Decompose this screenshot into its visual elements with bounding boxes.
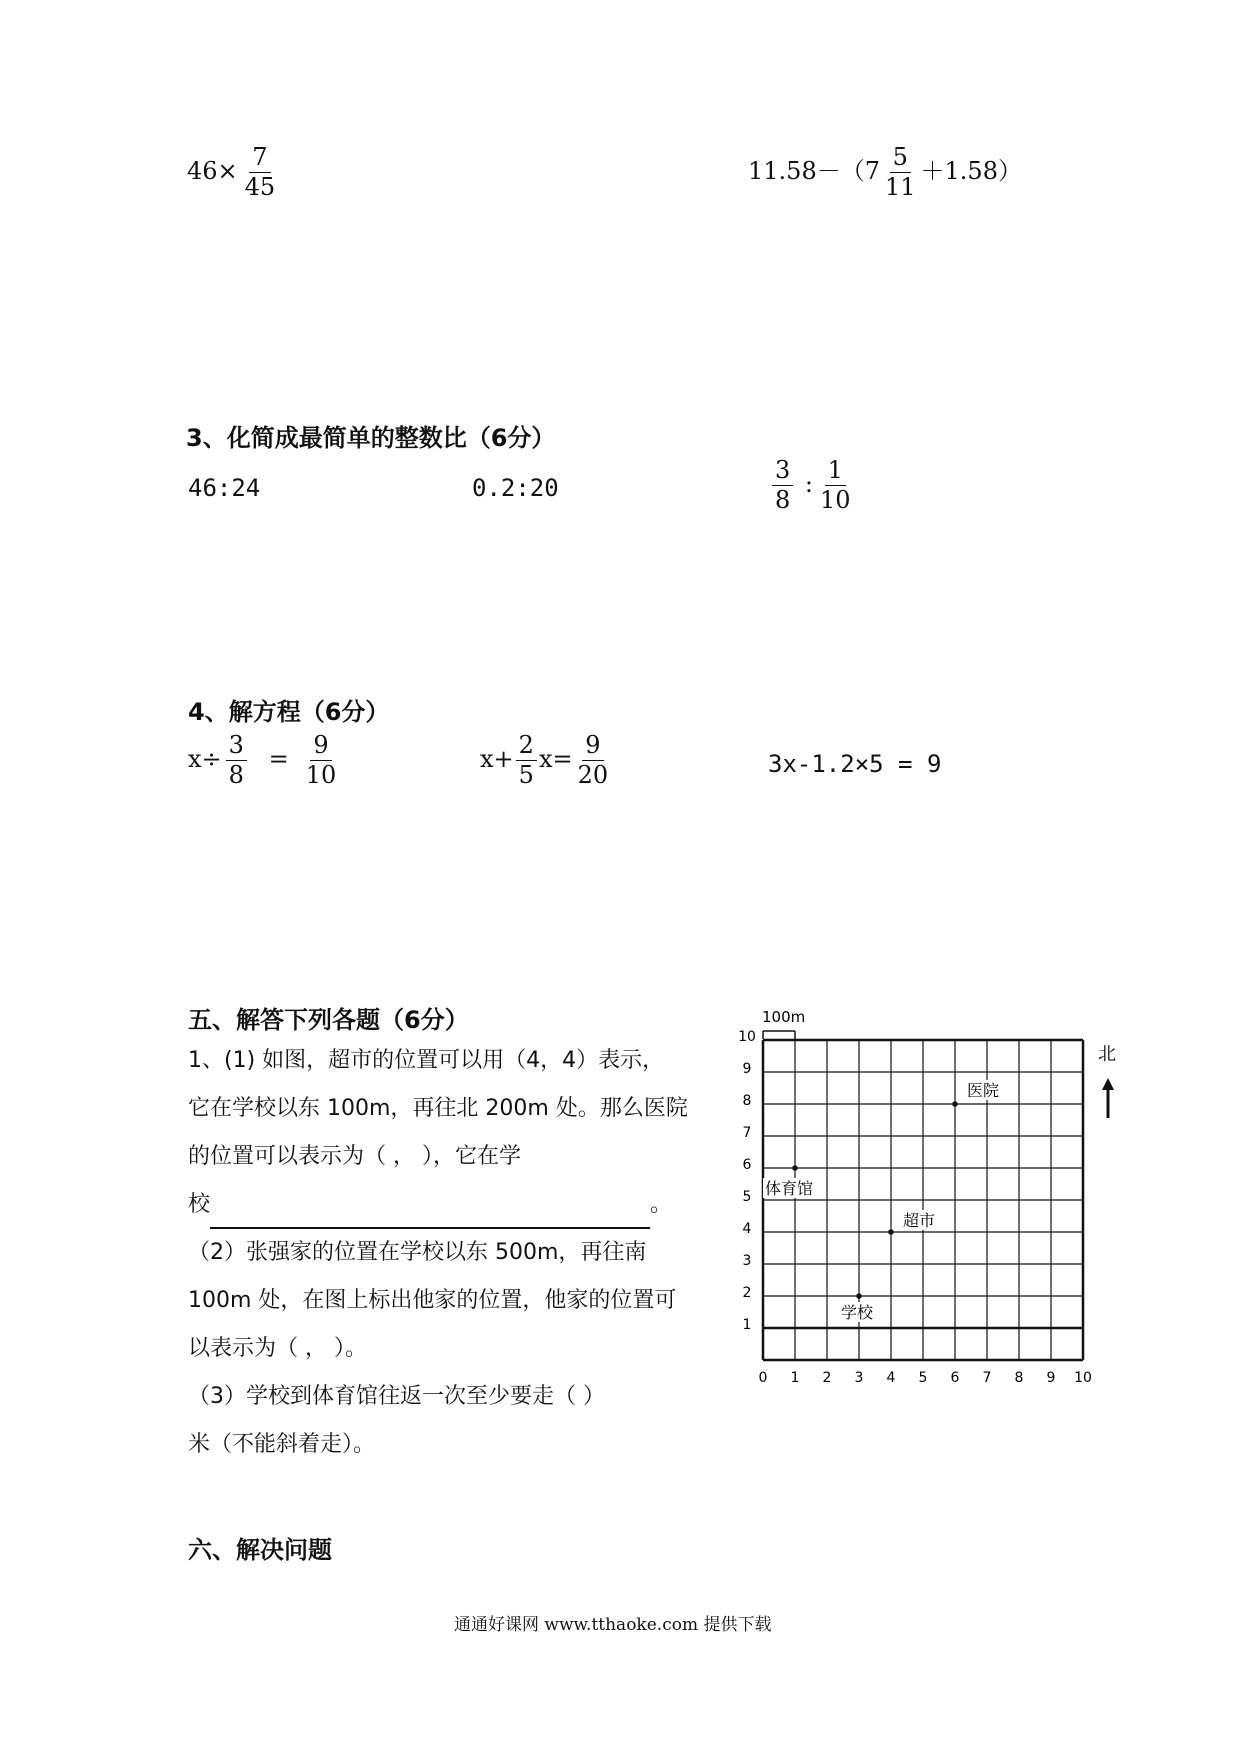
expression-text: 11.58－（7 xyxy=(748,157,880,186)
text-fragment: 。 xyxy=(650,1192,673,1217)
text-fragment: 校 xyxy=(188,1192,211,1217)
fraction xyxy=(817,458,854,513)
question-1-paragraph xyxy=(188,1037,688,1469)
equation-1 xyxy=(188,733,343,788)
fraction-denominator: 8 xyxy=(775,486,791,515)
fraction-numerator: 9 xyxy=(582,733,603,761)
fraction-denominator: 10 xyxy=(820,486,851,515)
scale-bar xyxy=(762,1008,805,1039)
y-tick-label: 3 xyxy=(742,1253,752,1269)
expression-text: ＋1.58） xyxy=(920,157,1022,186)
y-tick-label: 1 xyxy=(742,1317,752,1333)
ratio-colon: : xyxy=(804,470,814,499)
map-point-label: 超市 xyxy=(903,1211,936,1230)
text-line: 米（不能斜着走）。 xyxy=(188,1432,376,1457)
arrowhead-icon xyxy=(1102,1078,1114,1090)
fraction xyxy=(882,145,919,200)
section-6-heading: 六、解决问题 xyxy=(188,1536,332,1564)
scale-label: 100m xyxy=(762,1008,806,1026)
y-tick-label: 2 xyxy=(742,1285,752,1301)
y-tick-label: 5 xyxy=(742,1189,752,1205)
x-tick-label: 10 xyxy=(1074,1370,1092,1386)
text-line: 以表示为（ ， ）。 xyxy=(188,1336,367,1361)
y-tick-label: 7 xyxy=(742,1125,752,1141)
ratio-1: 46:24 xyxy=(188,474,261,502)
text-line: 它在学校以东 100m，再往北 200m 处。那么医院 xyxy=(188,1096,688,1121)
coordinate-grid-map xyxy=(720,1000,1140,1400)
x-tick-label: 5 xyxy=(918,1370,928,1386)
equation-text: x+ xyxy=(480,745,514,774)
map-point-dot xyxy=(856,1293,862,1299)
section-4-heading: 4、解方程（6分） xyxy=(188,698,390,726)
y-tick-label: 10 xyxy=(738,1029,756,1045)
text-line: 的位置可以表示为（ ， ），它在学 xyxy=(188,1144,521,1169)
text-line: （3）学校到体育馆往返一次至少要走（ ） xyxy=(188,1384,605,1409)
fraction-numerator: 3 xyxy=(226,733,247,761)
section-3-heading: 3、化简成最简单的整数比（6分） xyxy=(186,424,556,452)
text-line: 1、(1) 如图，超市的位置可以用（4，4）表示， xyxy=(188,1048,665,1073)
x-tick-label: 0 xyxy=(758,1370,768,1386)
y-tick-label: 4 xyxy=(742,1221,752,1237)
fraction-numerator: 2 xyxy=(516,733,537,761)
y-tick-label: 9 xyxy=(742,1061,752,1077)
equation-3: 3x-1.2×5 = 9 xyxy=(768,750,942,778)
ratio-3 xyxy=(768,458,858,513)
y-tick-label: 6 xyxy=(742,1157,752,1173)
x-tick-label: 3 xyxy=(854,1370,864,1386)
fraction-numerator: 1 xyxy=(825,458,846,486)
equation-text: x÷ xyxy=(188,745,222,774)
fraction xyxy=(772,458,793,513)
map-point-label: 体育馆 xyxy=(765,1179,814,1198)
answer-blank-line[interactable] xyxy=(210,1197,650,1229)
fraction-numerator: 5 xyxy=(890,145,911,173)
ratio-2: 0.2:20 xyxy=(472,474,559,502)
fraction xyxy=(242,145,279,200)
fraction-denominator: 5 xyxy=(518,761,534,790)
map-points xyxy=(763,1080,1003,1322)
expression-46-times-fraction xyxy=(187,145,282,200)
expression-subtraction xyxy=(748,145,1022,200)
text-line xyxy=(188,1181,688,1229)
text-line: 100m 处，在图上标出他家的位置，他家的位置可 xyxy=(188,1288,677,1313)
axis-ticks xyxy=(738,1029,1092,1386)
fraction-denominator: 20 xyxy=(577,761,609,790)
page-footer: 通通好课网 www.tthaoke.com 提供下载 xyxy=(454,1615,772,1635)
text-line: （2）张强家的位置在学校以东 500m，再往南 xyxy=(188,1240,647,1265)
x-tick-label: 1 xyxy=(790,1370,800,1386)
fraction xyxy=(303,733,340,788)
x-tick-label: 6 xyxy=(950,1370,960,1386)
fraction-denominator: 10 xyxy=(305,761,337,790)
fraction xyxy=(516,733,537,788)
fraction-denominator: 8 xyxy=(228,761,244,790)
expression-text: 46× xyxy=(187,157,238,186)
north-label: 北 xyxy=(1098,1044,1116,1065)
x-tick-label: 2 xyxy=(822,1370,832,1386)
x-tick-label: 4 xyxy=(886,1370,896,1386)
fraction-denominator: 11 xyxy=(884,173,916,202)
x-tick-label: 9 xyxy=(1046,1370,1056,1386)
north-indicator xyxy=(1098,1044,1116,1118)
fraction xyxy=(226,733,247,788)
x-tick-label: 8 xyxy=(1014,1370,1024,1386)
map-point-label: 医院 xyxy=(967,1081,1000,1100)
fraction xyxy=(575,733,612,788)
map-point-dot xyxy=(952,1101,958,1107)
map-point-dot xyxy=(792,1165,798,1171)
fraction-numerator: 3 xyxy=(772,458,793,486)
map-point-dot xyxy=(888,1229,894,1235)
map-point-label: 学校 xyxy=(841,1303,874,1322)
section-5-heading: 五、解答下列各题（6分） xyxy=(188,1006,469,1034)
equals-sign: = xyxy=(268,745,289,774)
fraction-numerator: 7 xyxy=(249,145,270,173)
y-tick-label: 8 xyxy=(742,1093,752,1109)
grid-lines xyxy=(763,1040,1083,1360)
fraction-numerator: 9 xyxy=(310,733,331,761)
x-tick-label: 7 xyxy=(982,1370,992,1386)
fraction-denominator: 45 xyxy=(244,173,276,202)
equation-2 xyxy=(480,733,613,788)
equation-text: x= xyxy=(538,745,573,774)
